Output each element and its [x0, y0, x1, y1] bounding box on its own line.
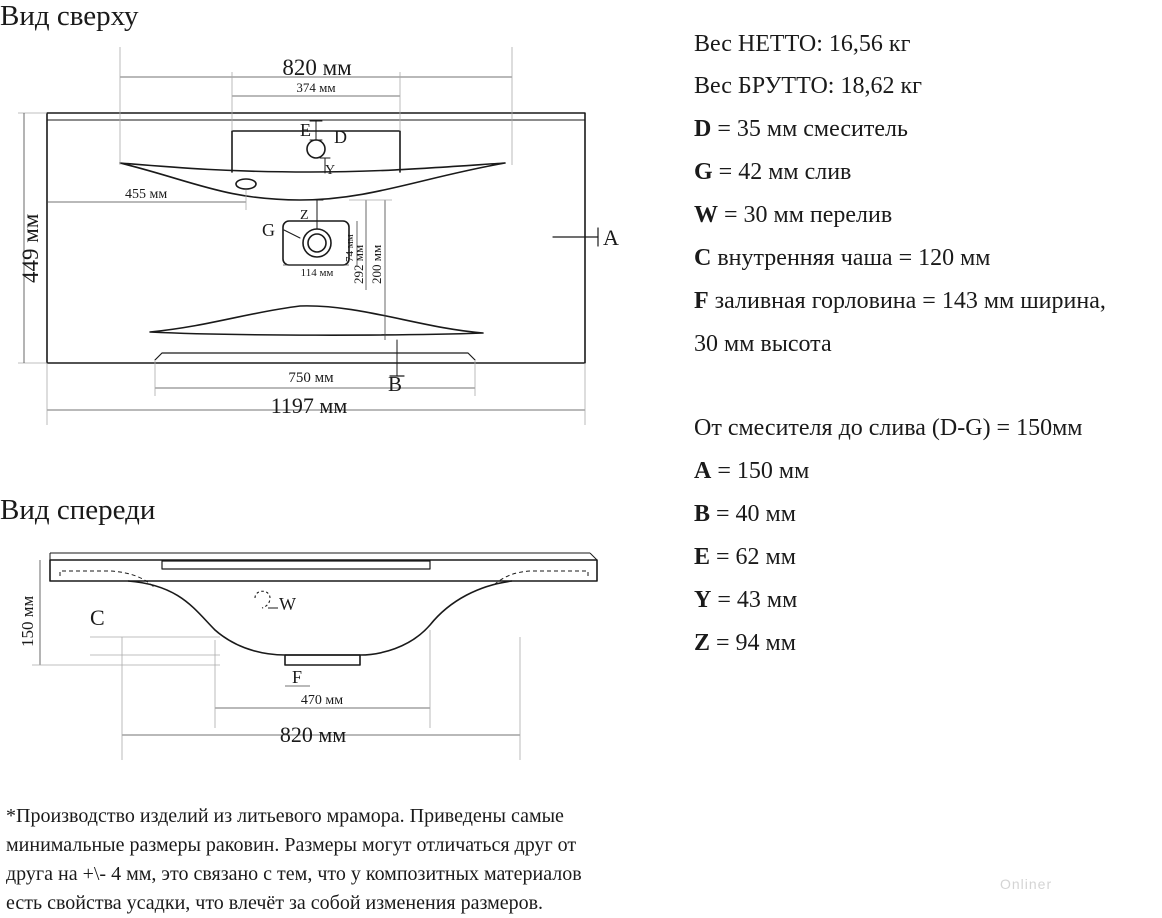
drain-neck-f [285, 655, 360, 665]
dim-455: 455 мм [125, 187, 168, 202]
top-view-heading: Вид сверху [0, 0, 139, 32]
label-b: B [388, 372, 403, 396]
overflow-hole [236, 179, 256, 189]
front-view-heading: Вид спереди [0, 494, 156, 526]
dim-750: 750 мм [288, 370, 334, 386]
label-c: C [90, 605, 105, 630]
footnote-line-3: друга на +\- 4 мм, это связано с тем, что у композитных материалов [6, 863, 582, 885]
dim-292: 292 мм [351, 244, 366, 284]
label-g: G [262, 220, 275, 240]
footnote-line-4: есть свойства усадки, что влечёт за собой изменения размеров. [6, 892, 544, 914]
dim-470: 470 мм [300, 693, 344, 708]
dim-74: 74 мм [344, 234, 356, 262]
dim-449: 449 мм [18, 213, 43, 283]
dim-row-y: Y = 43 мм [694, 587, 798, 613]
footnote [6, 802, 746, 918]
bowl-front-curve [150, 306, 483, 335]
label-y: Y [325, 163, 336, 178]
drain-hole-g [308, 234, 326, 252]
dim-row-a: A = 150 мм [694, 458, 810, 484]
spec-row-f-continuation: 30 мм высота [694, 331, 832, 357]
watermark-logo: Onliner [1000, 876, 1053, 892]
label-z: Z [300, 208, 309, 223]
label-f: F [292, 667, 303, 687]
bowl-back-curve [120, 163, 505, 200]
label-a: A [603, 225, 619, 250]
faucet-hole-d [307, 140, 325, 158]
dim-820-top: 820 мм [282, 55, 352, 80]
spec-row-f: F заливная горловина = 143 мм ширина, [694, 288, 1106, 314]
label-e: E [300, 120, 311, 140]
bowl-profile [128, 581, 512, 655]
footnote-line-1: *Производство изделий из литьевого мрамора. Приведены самые [6, 805, 564, 827]
spec-row-w: W = 30 мм перелив [694, 202, 893, 228]
dim-row-e: E = 62 мм [694, 544, 796, 570]
drain-box [283, 221, 349, 265]
dim-200: 200 мм [369, 244, 384, 284]
dim-row-b: B = 40 мм [694, 501, 796, 527]
net-weight: Вес НЕТТО: 16,56 кг [694, 31, 911, 57]
front-slab [50, 560, 597, 581]
gross-weight: Вес БРУТТО: 18,62 кг [694, 73, 922, 99]
technical-drawing [0, 0, 660, 790]
dim-1197: 1197 мм [270, 393, 348, 418]
slab-outline [47, 113, 585, 363]
overflow-w [255, 591, 270, 608]
dim-820-front: 820 мм [279, 722, 347, 747]
dim-row-z: Z = 94 мм [694, 630, 796, 656]
label-d: D [334, 127, 347, 147]
dim-150: 150 мм [18, 595, 37, 647]
spec-row-g: G = 42 мм слив [694, 159, 852, 185]
spec-row-d: D = 35 мм смеситель [694, 116, 908, 142]
label-w: W [279, 594, 296, 614]
spec-row-c: C внутренняя чаша = 120 мм [694, 245, 991, 271]
footnote-line-2: минимальные размеры раковин. Размеры могут отличаться друг от [6, 834, 577, 856]
dim-114: 114 мм [300, 267, 334, 279]
dim-374: 374 мм [296, 80, 336, 95]
front-lip [155, 353, 475, 360]
dg-distance: От смесителя до слива (D-G) = 150мм [694, 415, 1083, 441]
